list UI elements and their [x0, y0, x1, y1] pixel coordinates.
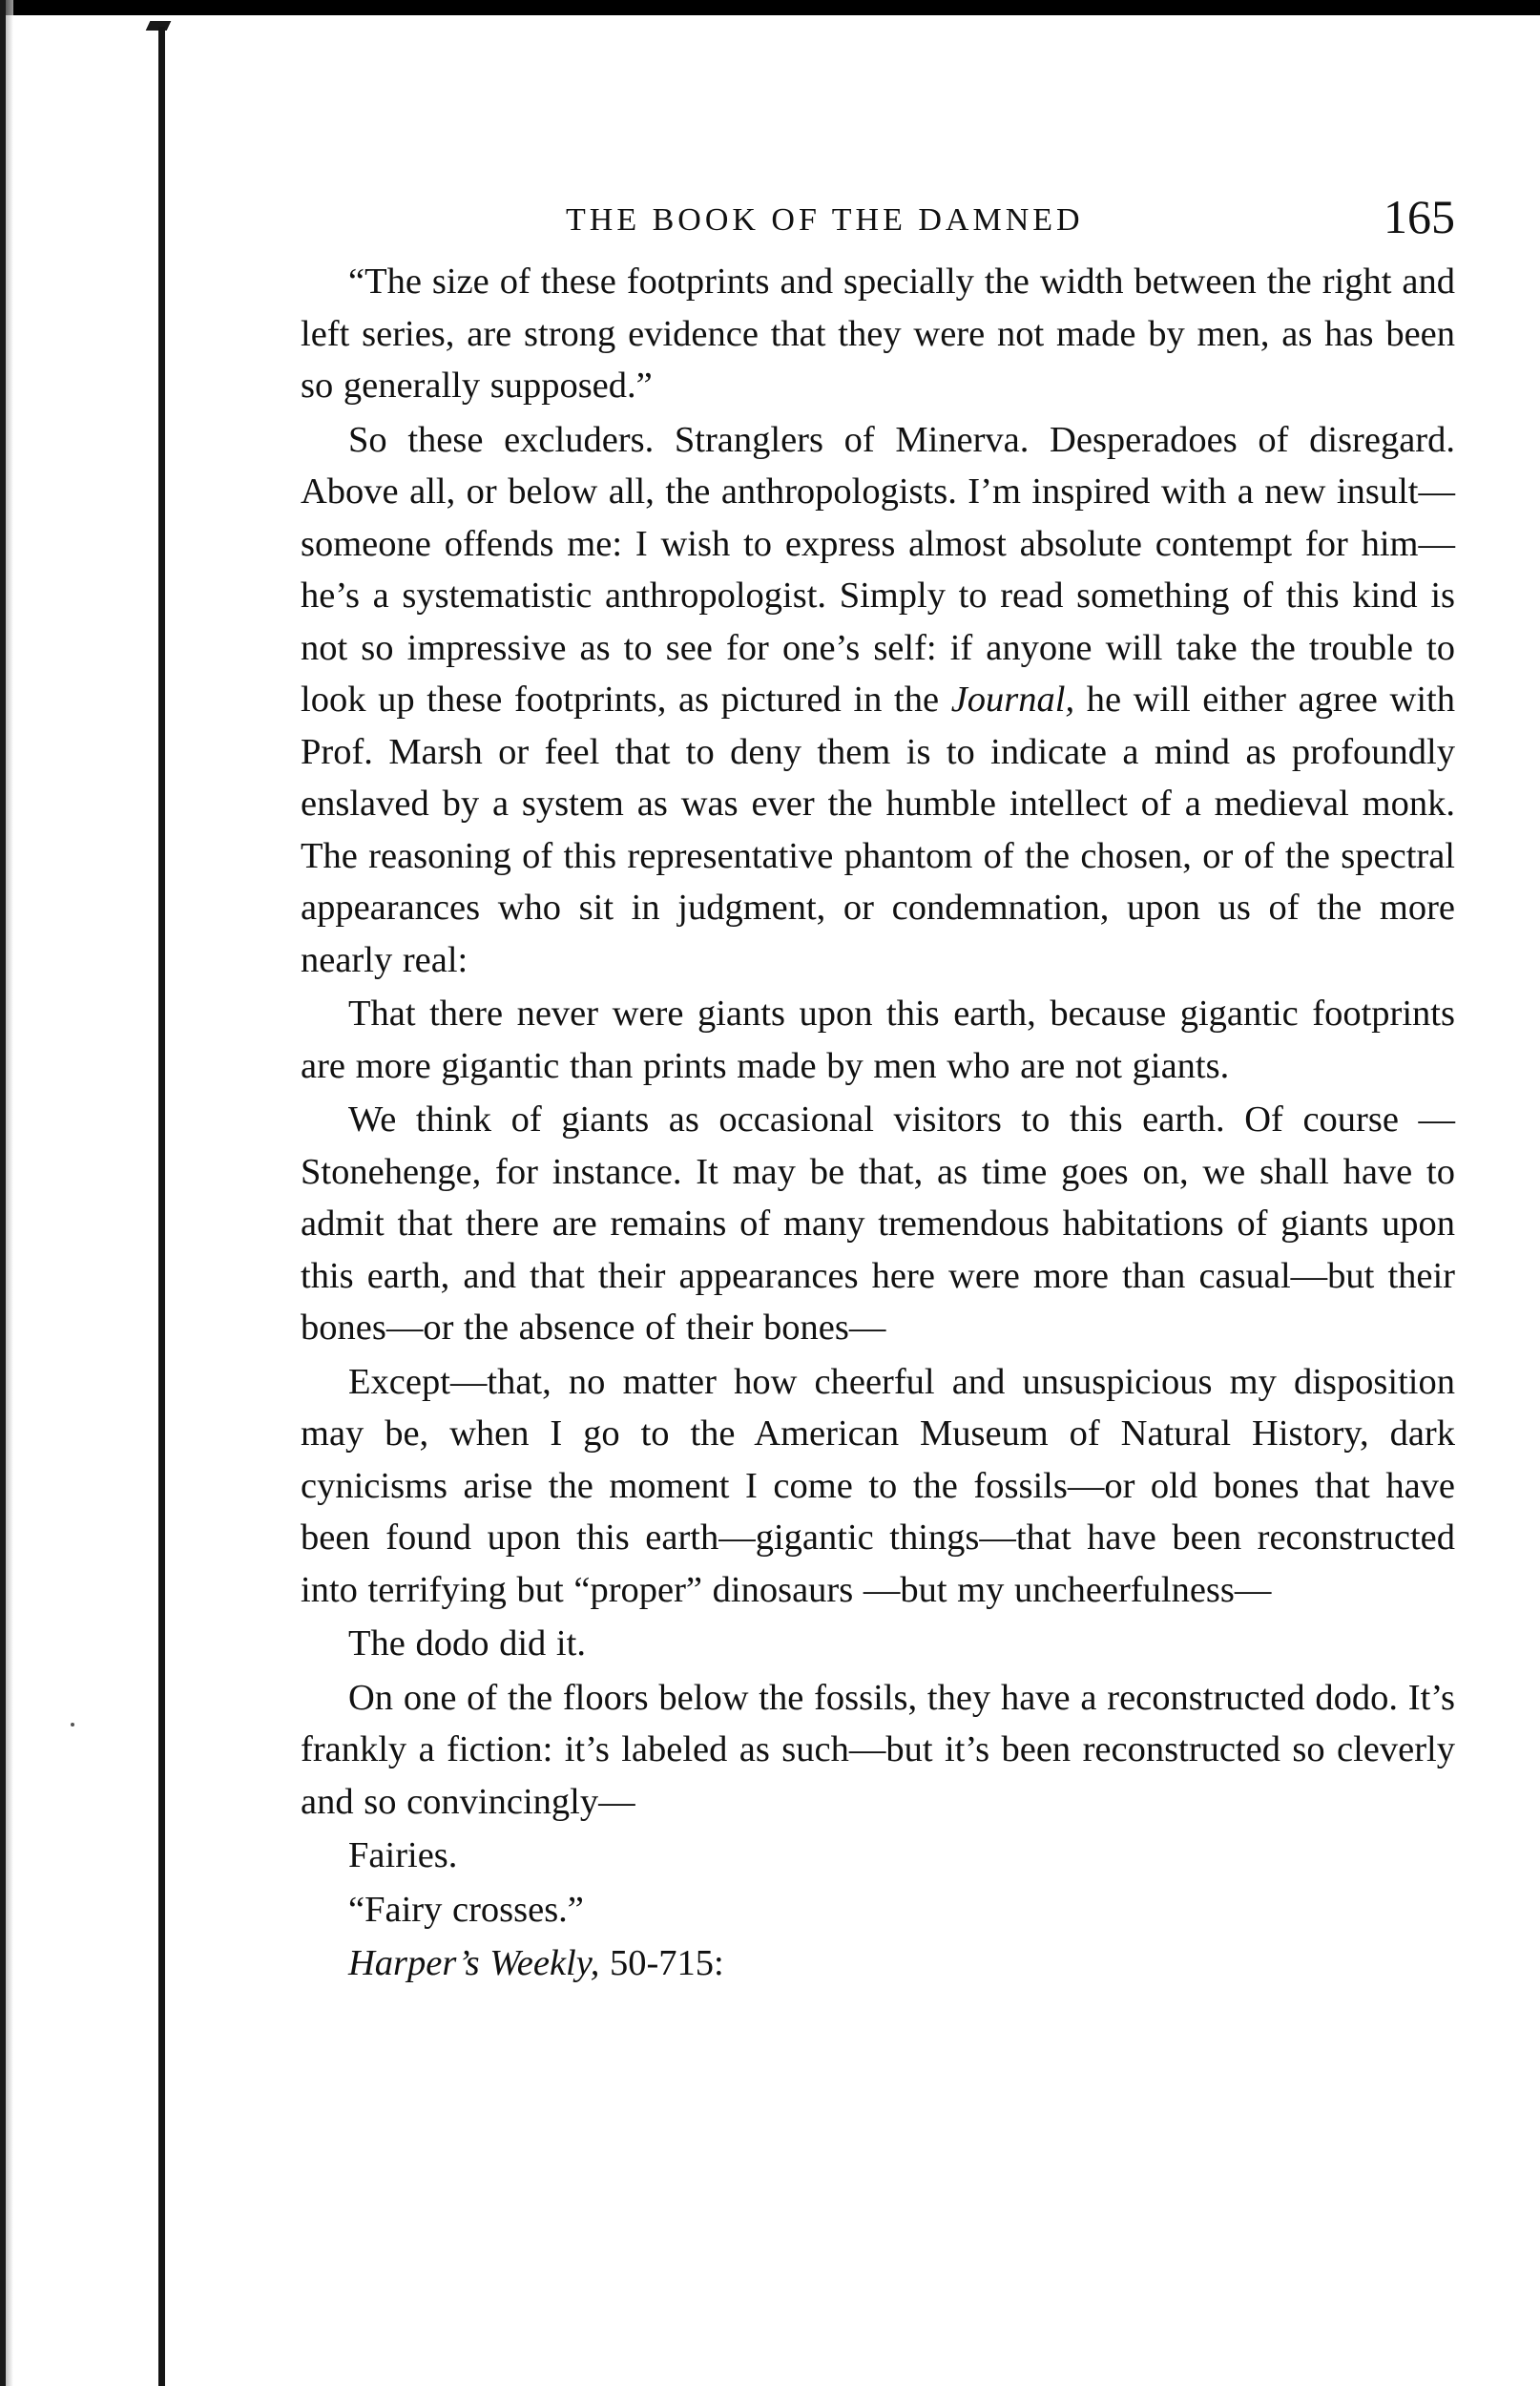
- paragraph: The dodo did it.: [348, 1623, 586, 1664]
- book-gutter-line: [158, 27, 165, 2386]
- paragraph: “Fairy crosses.”: [348, 1889, 584, 1930]
- paragraph: Fairies.: [348, 1835, 458, 1875]
- page-body: [301, 256, 1455, 1992]
- running-head: THE BOOK OF THE DAMNED: [566, 202, 1084, 238]
- citation: Harper’s Weekly, 50-715:: [348, 1943, 724, 1983]
- paragraph: “The size of these footprints and specially the width between the right and left series, are strong evidence that they were not made by men, as has been so generally supposed.”: [301, 262, 1455, 406]
- scan-left-shadow: [6, 0, 13, 2386]
- periodical-title: Harper’s Weekly,: [348, 1943, 600, 1983]
- scan-top-border: [0, 0, 1540, 15]
- journal-title: Journal,: [950, 680, 1075, 720]
- paragraph: We think of giants as occasional visitors to this earth. Of course —Stonehenge, for instance. It may be that, as time goes on, we shall have to admit that there are remains of many tremendous habitations of giants upon this earth, and that their appearances here were more than casual—but their bones—or the absence of their bones—: [301, 1099, 1455, 1348]
- paragraph: On one of the floors below the fossils, they have a reconstructed dodo. It’s frankly a fiction: it’s labeled as such—but it’s been reconstructed so cleverly and so convincingly—: [301, 1677, 1455, 1822]
- paragraph: Except—that, no matter how cheerful and unsuspicious my disposition may be, when I go to the American Museum of Natural History, dark cynicisms arise the moment I come to the fossils—or old bones that have been found upon this earth—gigantic things—that have been reconstructed into terrifying but “proper” dinosaurs —but my uncheerfulness—: [301, 1361, 1455, 1610]
- paragraph: That there never were giants upon this earth, because gigantic footprints are more gigantic than prints made by men who are not giants.: [301, 994, 1455, 1086]
- page-number: 165: [1384, 190, 1455, 243]
- page-header: [301, 189, 1455, 256]
- paragraph: So these excluders. Stranglers of Minerva. Desperadoes of disregard. Above all, or below all, the anthropologists. I’m inspired with a new insult—someone offends me: I wish to express almost absolute contempt for him—he’s a systematistic anthropologist. Simply to read something of this kind is not so impressive as to see for one’s self: if anyone will take the trouble to look up these footprints, as pictured in the Journal, he will either agree with Prof. Marsh or feel that to deny them is to indicate a mind as profoundly enslaved by a system as was ever the humble intellect of a medieval monk. The reasoning of this representative phantom of the chosen, or of the spectral appearances who sit in judgment, or condemnation, upon us of the more nearly real:: [301, 419, 1455, 980]
- scan-speck: [71, 1723, 74, 1727]
